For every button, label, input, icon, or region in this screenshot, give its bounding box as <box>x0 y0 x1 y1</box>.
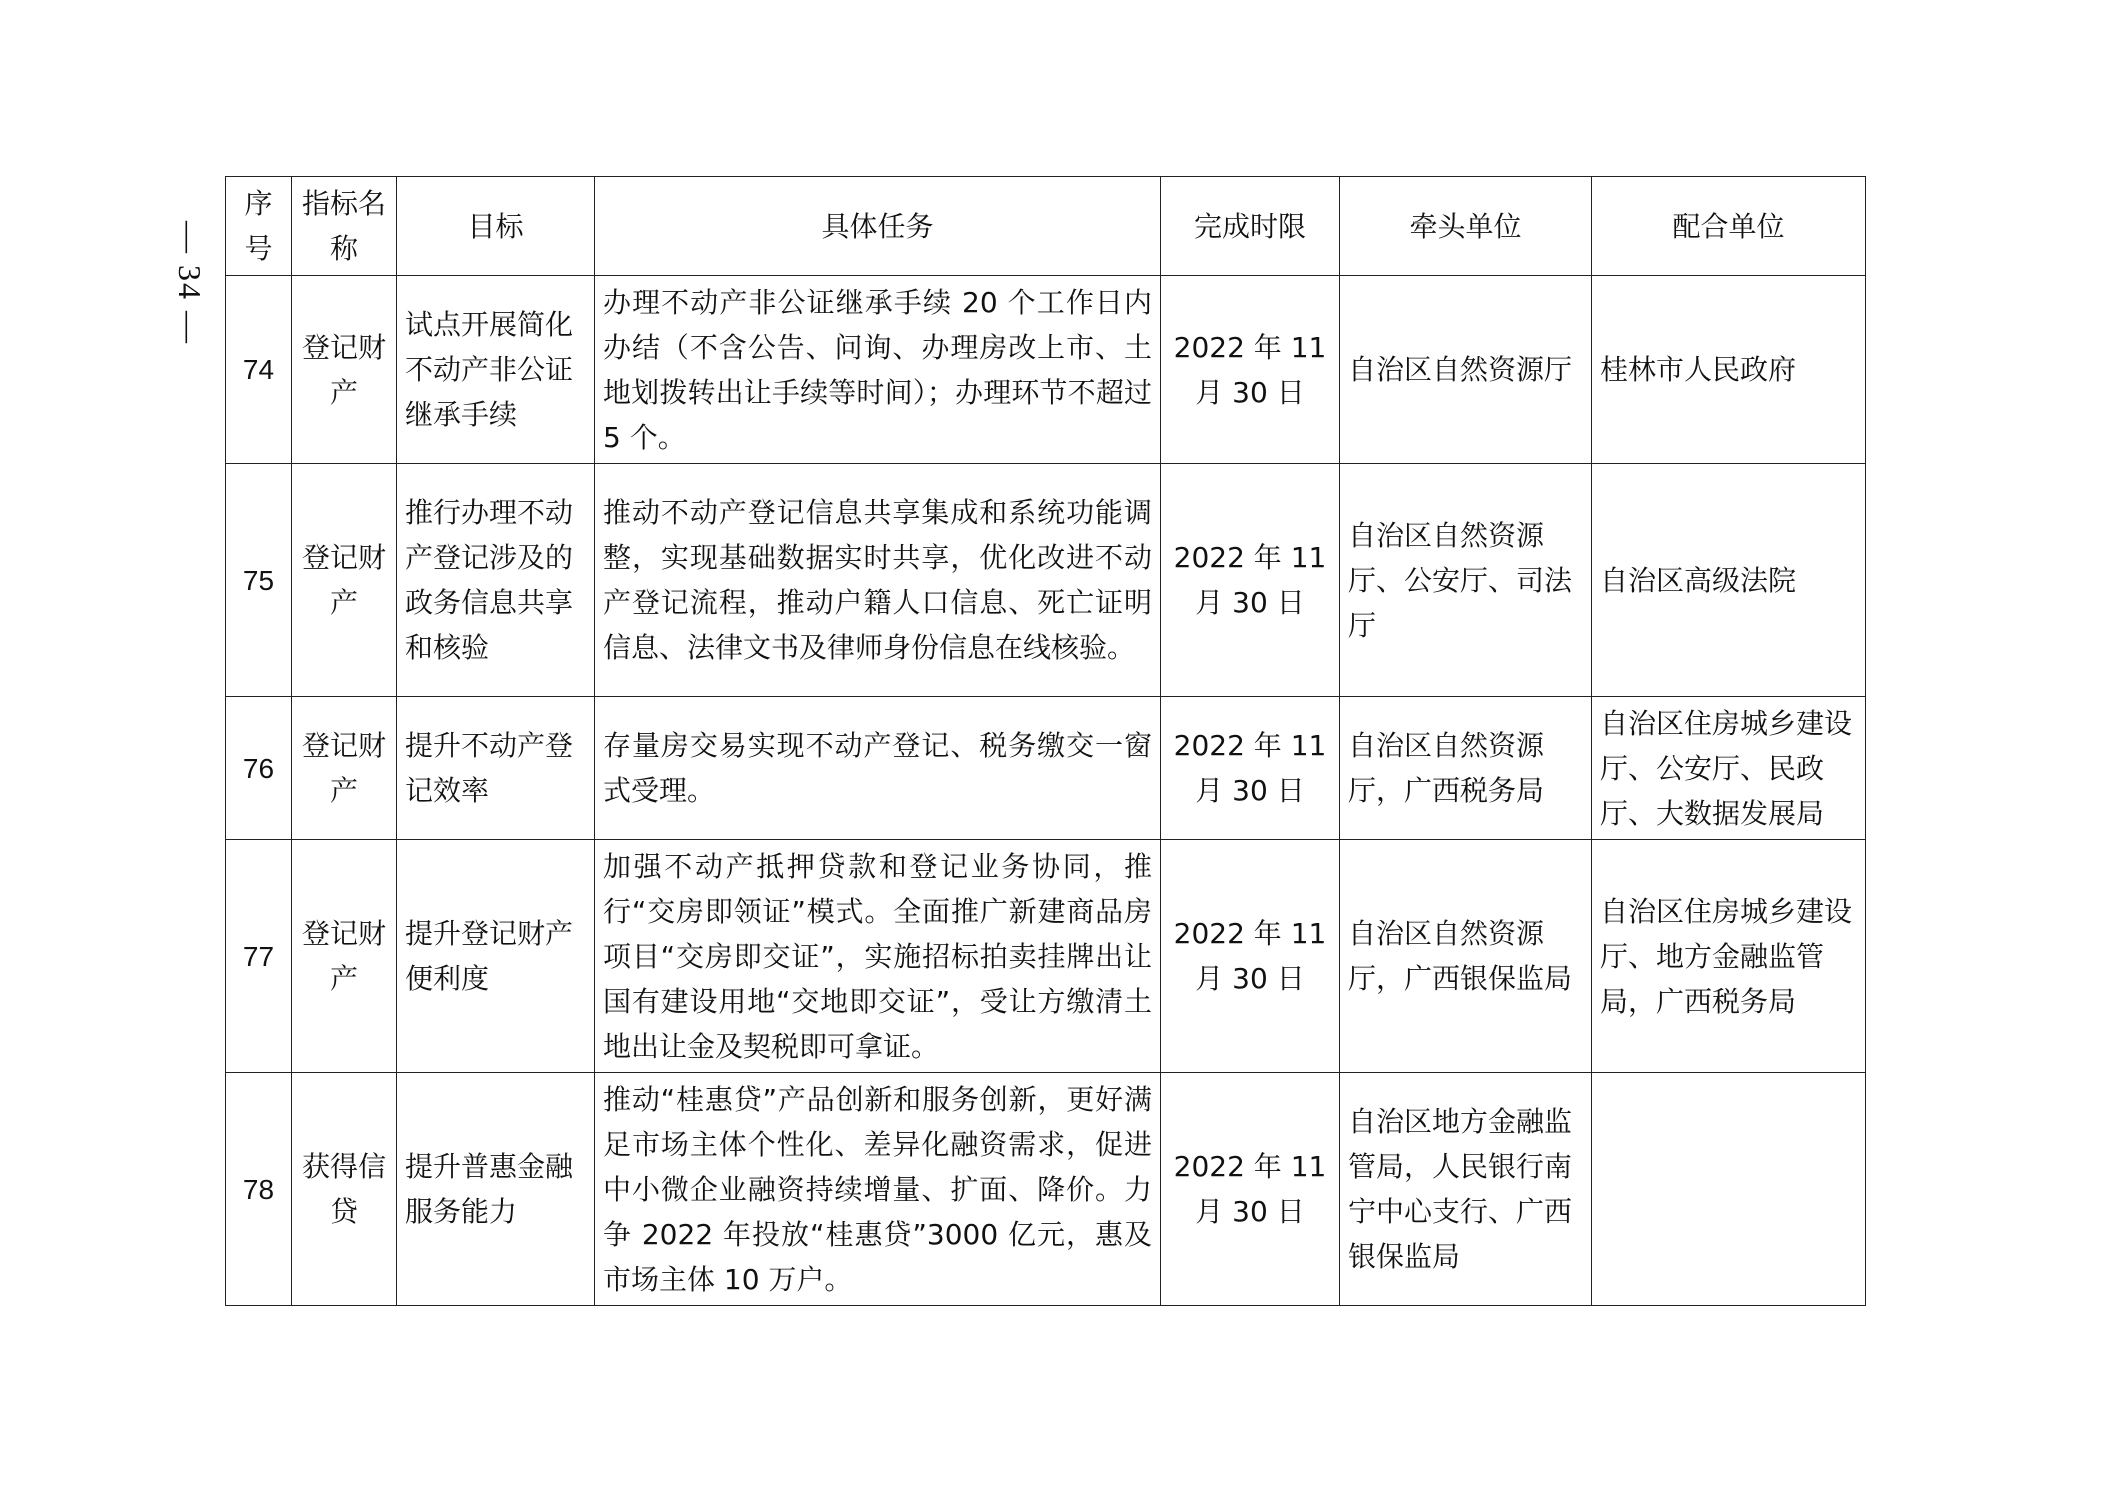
table-row <box>226 1073 1866 1306</box>
header-goal: 目标 <box>397 177 595 276</box>
task-table <box>225 176 1866 1306</box>
row-task: 存量房交易实现不动产登记、税务缴交一窗式受理。 <box>595 697 1161 840</box>
header-index: 序号 <box>226 177 292 276</box>
row-index: 77 <box>226 840 292 1073</box>
row-cooperate: 桂林市人民政府 <box>1592 276 1866 464</box>
table-row <box>226 840 1866 1073</box>
header-cooperate: 配合单位 <box>1592 177 1866 276</box>
header-task: 具体任务 <box>595 177 1161 276</box>
row-task: 推动不动产登记信息共享集成和系统功能调整，实现基础数据实时共享，优化改进不动产登记流程，推动户籍人口信息、死亡证明信息、法律文书及律师身份信息在线核验。 <box>595 464 1161 697</box>
row-lead: 自治区自然资源厅，广西税务局 <box>1340 697 1592 840</box>
row-indicator: 登记财产 <box>292 697 397 840</box>
row-indicator: 登记财产 <box>292 840 397 1073</box>
row-goal: 提升不动产登记效率 <box>397 697 595 840</box>
row-indicator: 登记财产 <box>292 464 397 697</box>
row-task: 办理不动产非公证继承手续 20 个工作日内办结（不含公告、问询、办理房改上市、土地划拨转出让手续等时间）；办理环节不超过 5 个。 <box>595 276 1161 464</box>
header-indicator: 指标名称 <box>292 177 397 276</box>
row-task: 推动“桂惠贷”产品创新和服务创新，更好满足市场主体个性化、差异化融资需求，促进中小微企业融资持续增量、扩面、降价。力争 2022 年投放“桂惠贷”3000 亿元，惠及市场主体 10 万户。 <box>595 1073 1161 1306</box>
row-cooperate: 自治区住房城乡建设厅、公安厅、民政厅、大数据发展局 <box>1592 697 1866 840</box>
row-deadline: 2022 年 11 月 30 日 <box>1161 1073 1340 1306</box>
row-index: 78 <box>226 1073 292 1306</box>
row-lead: 自治区自然资源厅 <box>1340 276 1592 464</box>
row-cooperate: 自治区高级法院 <box>1592 464 1866 697</box>
row-cooperate: 自治区住房城乡建设厅、地方金融监管局，广西税务局 <box>1592 840 1866 1073</box>
row-cooperate <box>1592 1073 1866 1306</box>
row-index: 75 <box>226 464 292 697</box>
header-deadline: 完成时限 <box>1161 177 1340 276</box>
row-lead: 自治区自然资源厅、公安厅、司法厅 <box>1340 464 1592 697</box>
row-deadline: 2022 年 11 月 30 日 <box>1161 840 1340 1073</box>
header-lead: 牵头单位 <box>1340 177 1592 276</box>
row-deadline: 2022 年 11 月 30 日 <box>1161 464 1340 697</box>
row-goal: 推行办理不动产登记涉及的政务信息共享和核验 <box>397 464 595 697</box>
row-task: 加强不动产抵押贷款和登记业务协同，推行“交房即领证”模式。全面推广新建商品房项目“交房即交证”，实施招标拍卖挂牌出让国有建设用地“交地即交证”，受让方缴清土地出让金及契税即可拿证。 <box>595 840 1161 1073</box>
row-goal: 提升登记财产便利度 <box>397 840 595 1073</box>
table-header-row <box>226 177 1866 276</box>
row-index: 74 <box>226 276 292 464</box>
row-index: 76 <box>226 697 292 840</box>
row-deadline: 2022 年 11 月 30 日 <box>1161 697 1340 840</box>
row-lead: 自治区地方金融监管局，人民银行南宁中心支行、广西银保监局 <box>1340 1073 1592 1306</box>
row-goal: 试点开展简化不动产非公证继承手续 <box>397 276 595 464</box>
row-indicator: 登记财产 <box>292 276 397 464</box>
table-row <box>226 697 1866 840</box>
row-lead: 自治区自然资源厅，广西银保监局 <box>1340 840 1592 1073</box>
table-row <box>226 464 1866 697</box>
row-indicator: 获得信贷 <box>292 1073 397 1306</box>
row-goal: 提升普惠金融服务能力 <box>397 1073 595 1306</box>
page-number: — 34 — <box>172 221 209 345</box>
table-row <box>226 276 1866 464</box>
row-deadline: 2022 年 11 月 30 日 <box>1161 276 1340 464</box>
